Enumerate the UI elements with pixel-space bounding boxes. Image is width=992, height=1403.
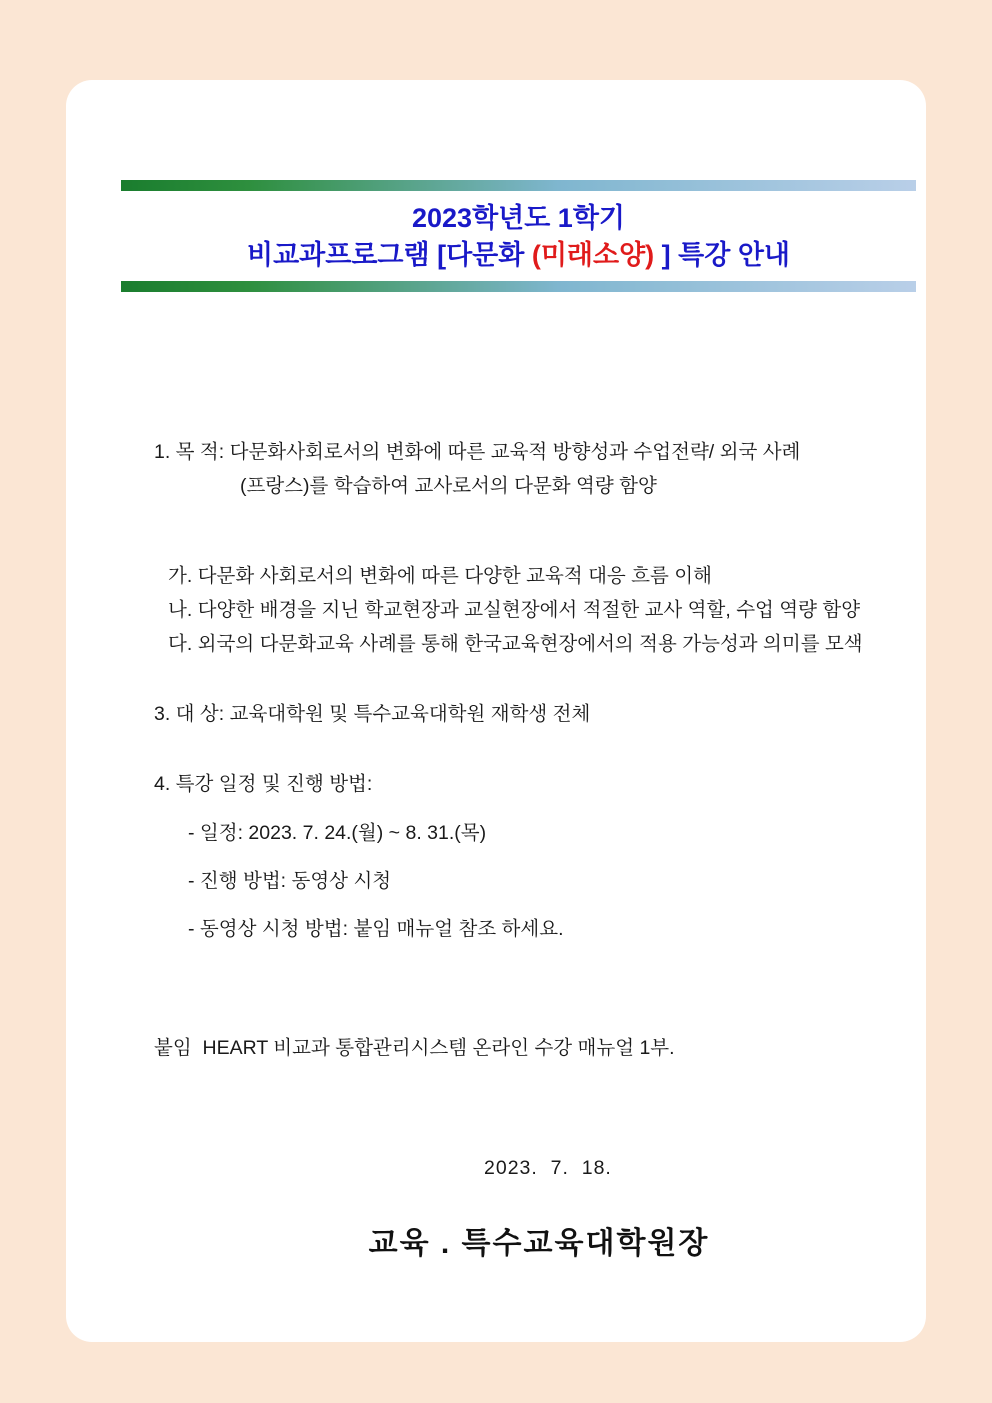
- schedule-label: 4. 특강 일정 및 진행 방법:: [154, 773, 373, 795]
- target-line: 3. 대 상: 교육대학원 및 특수교육대학원 재학생 전체: [154, 703, 591, 725]
- sub-item-b: 나. 다양한 배경을 지닌 학교현장과 교실현장에서 적절한 교사 역할, 수업 역량 함양: [168, 599, 861, 621]
- schedule-item-manual: - 동영상 시청 방법: 붙임 매뉴얼 참조 하세요.: [188, 918, 564, 940]
- title-prefix: 비교과프로그램 [다문화: [247, 239, 532, 270]
- page-title-line2: [121, 238, 916, 273]
- attachment-line: 붙임 HEART 비교과 통합관리시스템 온라인 수강 매뉴얼 1부.: [154, 1037, 675, 1059]
- purpose-line2: (프랑스)를 학습하여 교사로서의 다문화 역량 함양: [240, 475, 657, 497]
- header-gradient-bar-top: [121, 180, 916, 191]
- spacer-3: [154, 731, 984, 767]
- schedule-item-method: - 진행 방법: 동영상 시청: [188, 870, 392, 892]
- spacer-4: [154, 801, 984, 817]
- spacer-5: [154, 849, 984, 865]
- spacer-8: [154, 1065, 984, 1151]
- document-header: [121, 180, 916, 292]
- header-gradient-bar-bottom: [121, 281, 916, 292]
- title-suffix: ] 특강 안내: [654, 239, 790, 270]
- document-date: 2023. 7. 18.: [484, 1157, 612, 1179]
- spacer-6: [154, 897, 984, 913]
- sub-item-a: 가. 다문화 사회로서의 변화에 따른 다양한 교육적 대응 흐름 이해: [168, 565, 712, 587]
- spacer-1: [154, 503, 984, 559]
- document-page: [66, 80, 926, 1342]
- title-highlight: (미래소양): [531, 239, 655, 270]
- sub-item-c: 다. 외국의 다문화교육 사례를 통해 한국교육현장에서의 적용 가능성과 의미를 모색: [168, 633, 863, 655]
- spacer-2: [154, 661, 984, 697]
- purpose-line1: 1. 목 적: 다문화사회로서의 변화에 따른 교육적 방향성과 수업전략/ 외국 사례: [154, 441, 801, 463]
- document-signature: 교육 . 특수교육대학원장: [368, 1227, 710, 1260]
- schedule-item-date: - 일정: 2023. 7. 24.(월) ~ 8. 31.(목): [188, 822, 487, 844]
- page-title-line1: 2023학년도 1학기: [412, 203, 625, 233]
- document-body: [154, 435, 984, 1259]
- spacer-7: [154, 945, 984, 1031]
- title-wrap: [121, 195, 916, 277]
